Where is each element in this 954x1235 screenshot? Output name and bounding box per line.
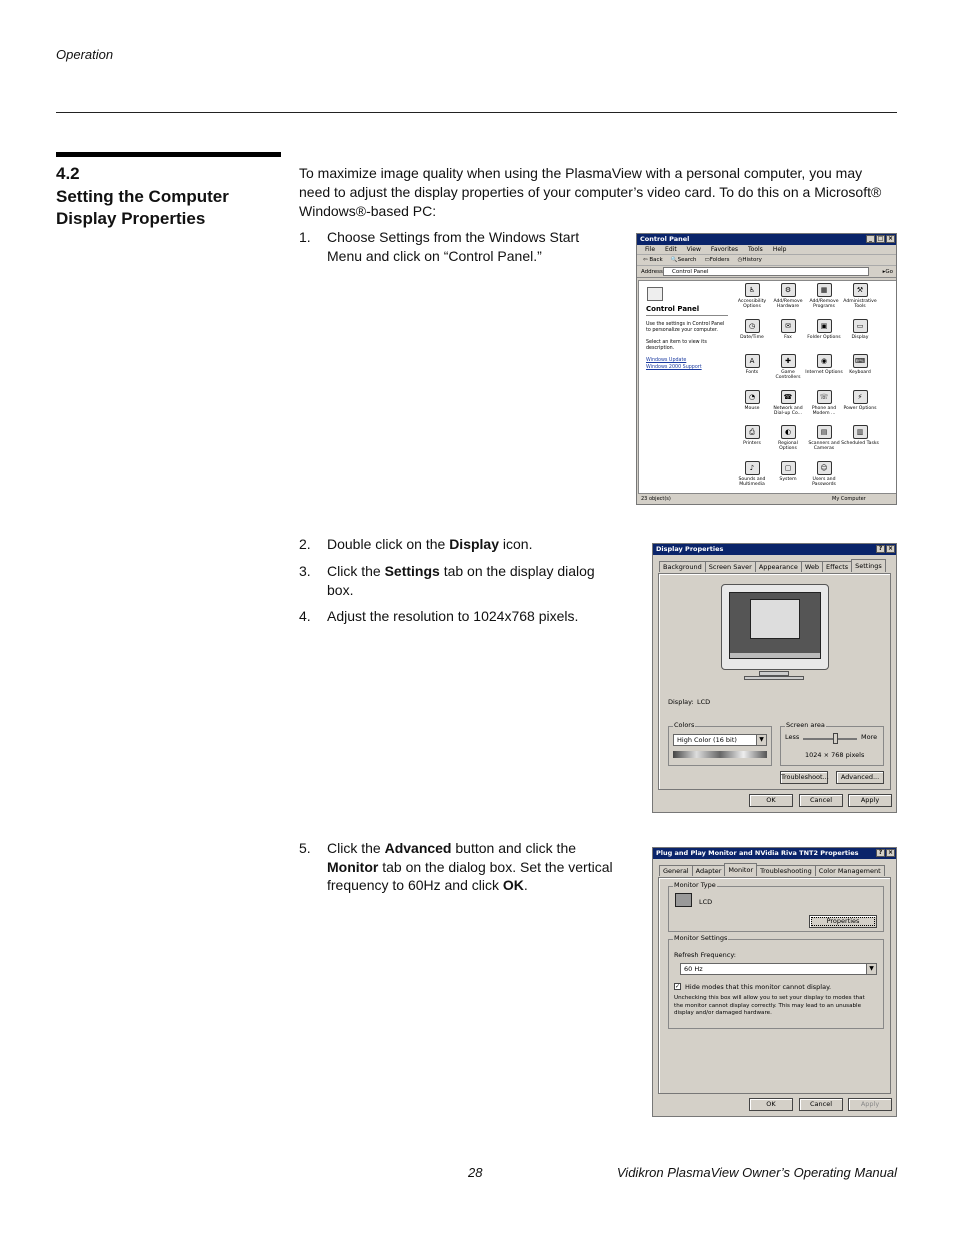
settings-panel (658, 573, 891, 790)
section-title: Setting the Computer Display Properties (56, 187, 229, 228)
section-number: 4.2 (56, 164, 80, 183)
close-icon[interactable]: × (887, 849, 894, 856)
go-button[interactable]: ▸Go (882, 269, 893, 275)
step-number: 4. (299, 608, 311, 624)
control-panel-window (636, 233, 897, 505)
item-icon: ⚡ (853, 390, 868, 404)
step-1 (299, 228, 617, 265)
info-title: Control Panel (646, 305, 700, 313)
ok-button[interactable]: OK (749, 794, 793, 807)
menu-favorites[interactable]: Favorites (710, 246, 739, 253)
item-label: Accessibility Options (737, 299, 767, 310)
screen-area-label: Screen area (786, 721, 825, 729)
control-panel-item[interactable] (769, 283, 807, 310)
hide-modes-label: Hide modes that this monitor cannot display. (685, 983, 832, 991)
item-icon: ♿ (745, 283, 760, 297)
menu-tools[interactable]: Tools (748, 246, 763, 253)
monitor-base (744, 676, 804, 680)
control-panel-item[interactable] (769, 425, 807, 452)
control-panel-item[interactable] (805, 319, 843, 340)
monitor-settings-label: Monitor Settings (674, 934, 728, 942)
display-properties-window (652, 543, 897, 813)
tab-effects[interactable]: Effects (822, 561, 852, 572)
minimize-icon[interactable]: _ (866, 235, 875, 243)
manual-title: Vidikron PlasmaView Owner’s Operating Manual (616, 1165, 897, 1180)
windows-update-link[interactable]: Windows Update (646, 358, 687, 363)
address-input[interactable]: Control Panel (663, 267, 869, 276)
menu-view[interactable]: View (686, 246, 701, 253)
step-text: Adjust the resolution to 1024x768 pixels. (327, 608, 579, 624)
monitor-type-group (668, 881, 884, 932)
control-panel-item[interactable] (805, 425, 843, 452)
item-icon: ◷ (745, 319, 760, 333)
header-rule (56, 112, 897, 113)
item-label: Mouse (744, 405, 760, 411)
title-bar: Plug and Play Monitor and NVidia Riva TNT2 Properties ? × (653, 848, 896, 859)
control-panel-item[interactable] (805, 354, 843, 375)
control-panel-item[interactable] (841, 283, 879, 310)
step-number: 2. (299, 536, 311, 552)
monitor-screen (729, 592, 821, 659)
info-pane (639, 281, 733, 493)
info-divider (646, 315, 728, 316)
display-label: Display: (668, 698, 694, 706)
item-icon: ♪ (745, 461, 760, 475)
tab-web[interactable]: Web (801, 561, 823, 572)
resolution-slider-track[interactable] (803, 738, 857, 740)
tab-troubleshooting[interactable]: Troubleshooting (756, 865, 816, 876)
windows-support-link[interactable]: Windows 2000 Support (646, 365, 702, 370)
item-label: Power Options (843, 405, 877, 411)
help-icon[interactable]: ? (876, 849, 885, 857)
display-value: LCD (697, 698, 711, 706)
item-icon: ✉ (781, 319, 796, 333)
control-panel-item[interactable] (805, 390, 843, 417)
hide-modes-checkbox[interactable]: ✓ (675, 983, 681, 990)
step-text: Click the Settings tab on the display dialog box. (327, 563, 595, 598)
colors-group (668, 721, 772, 766)
item-label: Printers (743, 441, 761, 446)
section-bar (56, 152, 281, 157)
item-label: Game Controllers (775, 370, 801, 381)
properties-button[interactable]: Properties (809, 915, 877, 928)
menu-help[interactable]: Help (772, 246, 787, 253)
item-label: Scanners and Cameras (808, 441, 840, 452)
colors-select[interactable]: High Color (16 bit) ▼ (673, 734, 767, 746)
item-icon: ☏ (817, 390, 832, 404)
chevron-down-icon: ▼ (866, 964, 876, 974)
troubleshoot-button[interactable]: Troubleshoot... (780, 771, 828, 784)
warning-note: Unchecking this box will allow you to set your display to modes that the monitor cannot display correctly. This may lead to an unusable display and/or damaged hardware. (674, 995, 865, 1016)
step-text: Choose Settings from the Windows Start Menu and click on “Control Panel.” (327, 229, 580, 264)
item-icon: ◔ (745, 390, 760, 404)
tab-background[interactable]: Background (659, 561, 706, 572)
tab-strip (659, 863, 884, 876)
refresh-label: Refresh Frequency: (674, 951, 736, 959)
item-label: Phone and Modem ... (811, 405, 837, 416)
advanced-button[interactable]: Advanced... (836, 771, 884, 784)
info-hint: Select an item to view its description. (646, 340, 707, 351)
screen-area-group (780, 721, 884, 766)
item-icon: ▣ (817, 319, 832, 333)
monitor-icon (675, 893, 692, 907)
control-panel-item[interactable] (733, 425, 771, 446)
item-label: Regional Options (778, 441, 798, 452)
control-panel-item[interactable] (841, 425, 879, 446)
toolbar (637, 255, 896, 266)
item-label: Folder Options (807, 334, 841, 340)
screen-window-thumbnail (750, 599, 800, 639)
close-icon[interactable]: × (887, 235, 894, 242)
content-area (638, 280, 897, 494)
colors-label: Colors (674, 721, 695, 729)
item-icon: ⚒ (853, 283, 868, 297)
address-label: Address (641, 269, 663, 275)
info-text: Use the settings in Control Panel to personalize your computer. (646, 322, 725, 333)
item-label: Display (851, 334, 869, 340)
control-panel-item[interactable] (769, 390, 807, 417)
refresh-select[interactable]: 60 Hz ▼ (680, 963, 877, 975)
control-panel-item[interactable] (769, 319, 807, 340)
tab-appearance[interactable]: Appearance (755, 561, 802, 572)
close-icon[interactable]: × (887, 545, 894, 552)
back-button[interactable]: ⇦ Back (643, 257, 663, 263)
step-5 (299, 839, 617, 895)
running-header: Operation (56, 47, 114, 62)
tab-settings[interactable]: Settings (851, 559, 886, 572)
item-icon: ◐ (781, 425, 796, 439)
apply-button[interactable]: Apply (848, 1098, 892, 1111)
control-panel-icon (647, 287, 663, 301)
item-label: System (779, 476, 797, 482)
more-label: More (861, 733, 878, 741)
search-button[interactable]: 🔍Search (670, 257, 697, 263)
tab-general[interactable]: General (659, 865, 693, 876)
item-label: Fax (784, 334, 792, 340)
item-label: Administrative Tools (843, 299, 877, 310)
item-label: Internet Options (805, 370, 843, 375)
menu-file[interactable]: File (645, 246, 656, 253)
item-label: Users and Passwords (812, 476, 836, 487)
item-icon: ⎙ (745, 425, 760, 439)
control-panel-item[interactable] (733, 354, 771, 375)
tab-screen-saver[interactable]: Screen Saver (705, 561, 756, 572)
cancel-button[interactable]: Cancel (799, 1098, 843, 1111)
tab-adapter[interactable]: Adapter (692, 865, 726, 876)
item-icon: ✚ (781, 354, 796, 368)
item-icon: ☎ (781, 390, 796, 404)
screen-taskbar (730, 653, 820, 658)
item-icon: ▤ (817, 425, 832, 439)
item-icon: ⚙ (781, 283, 796, 297)
control-panel-item[interactable] (733, 283, 771, 310)
history-button[interactable]: ◷History (737, 257, 762, 263)
step-number: 5. (299, 840, 311, 856)
control-panel-item[interactable] (733, 319, 771, 340)
control-panel-item[interactable] (841, 354, 879, 375)
apply-button[interactable]: Apply (848, 794, 892, 807)
title-bar: Control Panel _ □ × (637, 234, 896, 245)
resolution-value: 1024 × 768 pixels (805, 751, 865, 759)
intro-paragraph: To maximize image quality when using the PlasmaView with a personal computer, you may need to adjust the display properties of your computer’s video card. To do this on a Microsoft® Windows®-based PC: (299, 165, 882, 219)
menu-bar (637, 245, 896, 255)
monitor-settings-group (668, 934, 884, 1029)
item-label: Sounds and Multimedia (738, 476, 766, 487)
control-panel-item[interactable] (805, 461, 843, 488)
item-label: Add/Remove Programs (809, 299, 839, 310)
item-label: Network and Dial-up Co... (773, 405, 803, 416)
item-icon: ▭ (853, 319, 868, 333)
control-panel-item[interactable] (769, 354, 807, 381)
control-panel-item[interactable] (841, 390, 879, 411)
less-label: Less (785, 733, 800, 741)
title-bar: Display Properties ? × (653, 544, 896, 555)
tab-monitor[interactable]: Monitor (724, 863, 757, 876)
address-bar (637, 266, 896, 278)
status-zone: My Computer (832, 496, 866, 502)
monitor-panel (658, 877, 891, 1094)
cancel-button[interactable]: Cancel (799, 794, 843, 807)
step-number: 3. (299, 563, 311, 579)
monitor-type-label: Monitor Type (674, 881, 716, 889)
item-label: Scheduled Tasks (841, 441, 879, 446)
help-icon[interactable]: ? (876, 545, 885, 553)
step-2 (299, 535, 617, 554)
chevron-down-icon: ▼ (756, 735, 766, 745)
control-panel-item[interactable] (841, 319, 879, 340)
tab-strip (659, 559, 885, 572)
step-3 (299, 562, 617, 599)
control-panel-item[interactable] (733, 461, 771, 488)
ok-button[interactable]: OK (749, 1098, 793, 1111)
item-icon: ▢ (781, 461, 796, 475)
item-icon: ▦ (817, 283, 832, 297)
control-panel-item[interactable] (769, 461, 807, 482)
status-bar (638, 495, 897, 503)
status-count: 23 object(s) (641, 496, 671, 502)
page-number: 28 (468, 1165, 483, 1180)
control-panel-item[interactable] (805, 283, 843, 310)
step-number: 1. (299, 229, 311, 245)
item-icon: A (745, 354, 760, 368)
item-icon: ☺ (817, 461, 832, 475)
control-panel-item[interactable] (733, 390, 771, 411)
tab-color-management[interactable]: Color Management (815, 865, 885, 876)
folders-button[interactable]: ▭Folders (704, 257, 730, 263)
item-icon: ◉ (817, 354, 832, 368)
item-icon: ▥ (853, 425, 868, 439)
step-4 (299, 607, 617, 626)
item-label: Keyboard (849, 370, 871, 375)
item-label: Add/Remove Hardware (773, 299, 803, 310)
monitor-illustration (721, 584, 829, 670)
menu-edit[interactable]: Edit (665, 246, 677, 253)
step-text: Click the Advanced button and click the Monitor tab on the dialog box. Set the vertical frequency to 60Hz and click OK. (327, 840, 613, 893)
maximize-icon[interactable]: □ (877, 235, 884, 242)
item-icon: ⌨ (853, 354, 868, 368)
step-text: Double click on the Display icon. (327, 536, 533, 552)
monitor-properties-window (652, 847, 897, 1117)
resolution-slider-thumb[interactable] (833, 733, 838, 744)
color-strip (673, 751, 767, 758)
monitor-name: LCD (699, 898, 713, 906)
item-label: Date/Time (740, 334, 764, 340)
item-label: Fonts (745, 370, 759, 375)
